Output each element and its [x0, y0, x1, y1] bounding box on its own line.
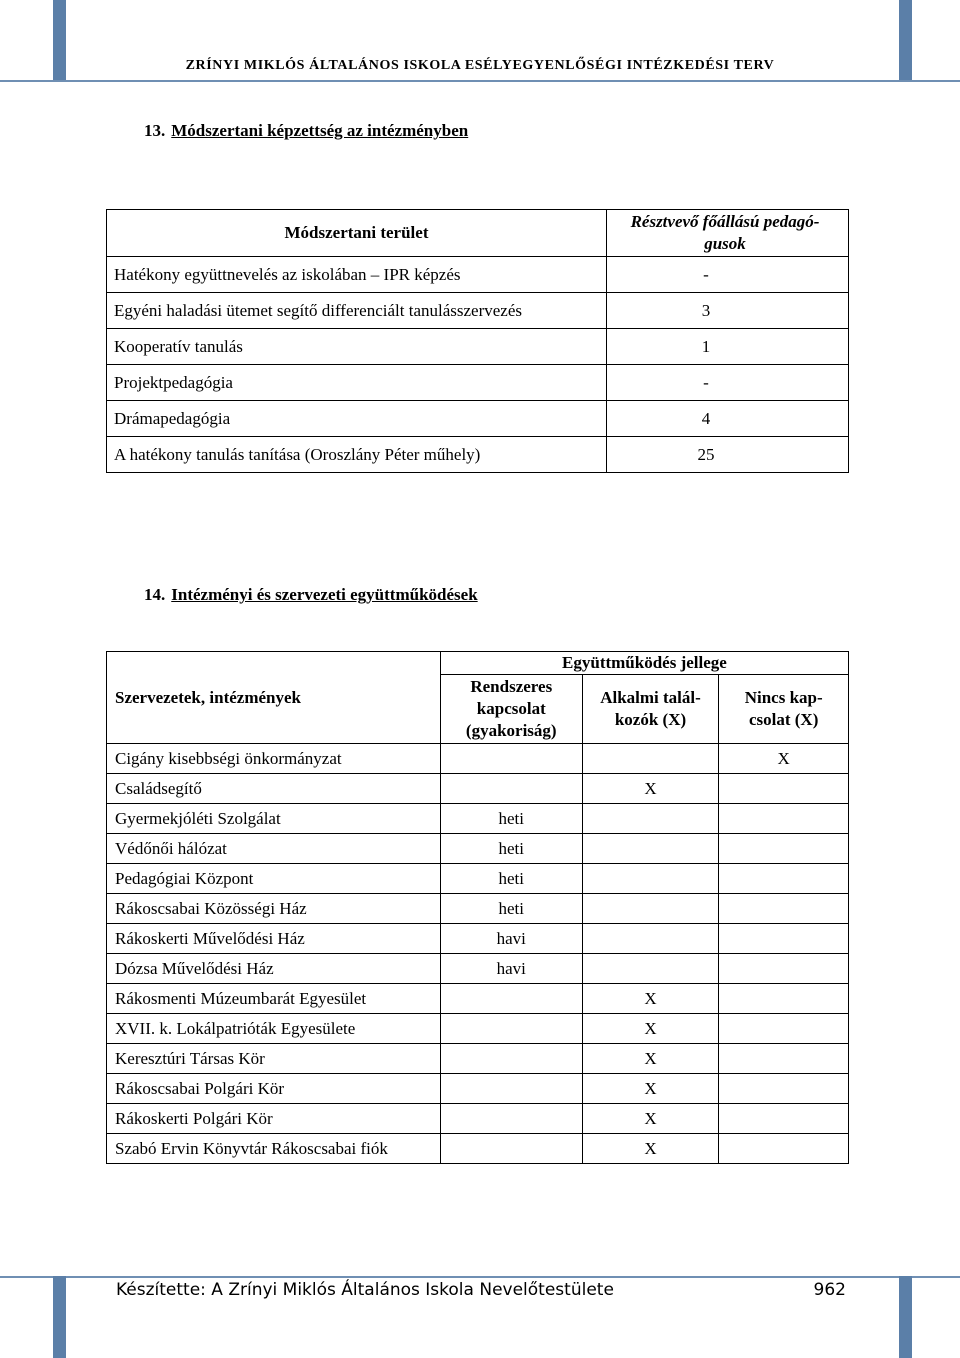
organization-name: Családsegítő: [107, 774, 441, 804]
regular-contact-cell: [440, 1074, 582, 1104]
regular-contact-cell: heti: [440, 804, 582, 834]
organization-name: Rákosmenti Múzeumbarát Egyesület: [107, 984, 441, 1014]
table-row: [107, 864, 849, 894]
section-13-number: 13.: [144, 121, 166, 140]
methodology-area: Egyéni haladási ütemet segítő differenciált tanulásszervezés: [107, 293, 607, 329]
table-row: [107, 1074, 849, 1104]
regular-contact-cell: [440, 744, 582, 774]
no-contact-cell: [719, 894, 849, 924]
no-contact-cell: [719, 1044, 849, 1074]
table-row: [107, 365, 849, 401]
section-13-heading: [144, 121, 468, 141]
no-contact-cell: [719, 984, 849, 1014]
no-contact-cell: [719, 774, 849, 804]
table-row: [107, 437, 849, 473]
column-header-organizations: Szervezetek, intézmények: [107, 652, 441, 744]
organization-name: Rákoskerti Polgári Kör: [107, 1104, 441, 1134]
participant-count: 1: [607, 329, 849, 365]
regular-contact-cell: [440, 1014, 582, 1044]
section-13-title: Módszertani képzettség az intézményben: [171, 121, 469, 140]
occasional-meeting-cell: X: [582, 984, 719, 1014]
column-header-participants: Résztvevő főállású pedagó-gusok: [607, 210, 849, 257]
occasional-meeting-cell: [582, 864, 719, 894]
table-row: [107, 293, 849, 329]
footer-rule: [0, 1276, 960, 1278]
regular-contact-cell: [440, 984, 582, 1014]
table-row: [107, 834, 849, 864]
organization-name: Rákoscsabai Polgári Kör: [107, 1074, 441, 1104]
occasional-meeting-cell: X: [582, 774, 719, 804]
organization-name: Védőnői hálózat: [107, 834, 441, 864]
no-contact-cell: [719, 1074, 849, 1104]
no-contact-cell: [719, 954, 849, 984]
table-row: [107, 984, 849, 1014]
organization-name: Rákoscsabai Közösségi Ház: [107, 894, 441, 924]
footer-bar-left: [53, 1276, 66, 1358]
table-row: [107, 774, 849, 804]
no-contact-cell: [719, 1014, 849, 1044]
occasional-meeting-cell: [582, 744, 719, 774]
column-header-occasional: Alkalmi talál-kozók (X): [582, 675, 719, 744]
footer-bar-right: [899, 1276, 912, 1358]
regular-contact-cell: [440, 1104, 582, 1134]
participant-count: 4: [607, 401, 849, 437]
occasional-meeting-cell: [582, 954, 719, 984]
occasional-meeting-cell: X: [582, 1014, 719, 1044]
no-contact-cell: [719, 924, 849, 954]
no-contact-cell: [719, 1104, 849, 1134]
regular-contact-cell: havi: [440, 924, 582, 954]
organization-name: Rákoskerti Művelődési Ház: [107, 924, 441, 954]
no-contact-cell: X: [719, 744, 849, 774]
organization-name: Gyermekjóléti Szolgálat: [107, 804, 441, 834]
section-14-heading: [144, 585, 478, 605]
footer-author: Készítette: A Zrínyi Miklós Általános Iskola Nevelőtestülete: [116, 1280, 614, 1300]
occasional-meeting-cell: X: [582, 1074, 719, 1104]
regular-contact-cell: [440, 774, 582, 804]
no-contact-cell: [719, 864, 849, 894]
column-group-header-cooperation-type: Együttműködés jellege: [440, 652, 848, 675]
section-14-number: 14.: [144, 585, 166, 604]
table-row: [107, 954, 849, 984]
organization-name: XVII. k. Lokálpatrióták Egyesülete: [107, 1014, 441, 1044]
organization-name: Pedagógiai Központ: [107, 864, 441, 894]
table-row: [107, 1044, 849, 1074]
occasional-meeting-cell: X: [582, 1044, 719, 1074]
occasional-meeting-cell: [582, 924, 719, 954]
methodology-area: Hatékony együttnevelés az iskolában – IPR képzés: [107, 257, 607, 293]
occasional-meeting-cell: [582, 834, 719, 864]
regular-contact-cell: havi: [440, 954, 582, 984]
participant-count: 3: [607, 293, 849, 329]
header-rule: [0, 80, 960, 82]
organization-name: Cigány kisebbségi önkormányzat: [107, 744, 441, 774]
table-row: [107, 804, 849, 834]
section-14-title: Intézményi és szervezeti együttműködések: [171, 585, 478, 604]
occasional-meeting-cell: X: [582, 1104, 719, 1134]
table-row: [107, 744, 849, 774]
no-contact-cell: [719, 834, 849, 864]
table-row: [107, 1014, 849, 1044]
regular-contact-cell: heti: [440, 834, 582, 864]
regular-contact-cell: heti: [440, 864, 582, 894]
methodology-area: Projektpedagógia: [107, 365, 607, 401]
cooperation-table-header-row-1: [107, 652, 849, 675]
methodology-area: Kooperatív tanulás: [107, 329, 607, 365]
table-row: [107, 329, 849, 365]
occasional-meeting-cell: [582, 894, 719, 924]
header-bar-left: [53, 0, 66, 80]
page-number: 962: [813, 1280, 846, 1300]
cooperation-table: [106, 651, 849, 1164]
table-row: [107, 1134, 849, 1164]
no-contact-cell: [719, 1134, 849, 1164]
occasional-meeting-cell: [582, 804, 719, 834]
regular-contact-cell: [440, 1044, 582, 1074]
organization-name: Keresztúri Társas Kör: [107, 1044, 441, 1074]
table-row: [107, 924, 849, 954]
regular-contact-cell: heti: [440, 894, 582, 924]
methodology-table-header: [107, 210, 849, 257]
header-bar-right: [899, 0, 912, 80]
occasional-meeting-cell: X: [582, 1134, 719, 1164]
participant-count: 25: [607, 437, 849, 473]
participant-count: -: [607, 257, 849, 293]
table-row: [107, 894, 849, 924]
table-row: [107, 1104, 849, 1134]
column-header-area: Módszertani terület: [107, 210, 607, 257]
document-header-title: ZRÍNYI MIKLÓS ÁLTALÁNOS ISKOLA ESÉLYEGYENLŐSÉGI INTÉZKEDÉSI TERV: [185, 58, 775, 73]
regular-contact-cell: [440, 1134, 582, 1164]
participant-count: -: [607, 365, 849, 401]
column-header-regular: Rendszeres kapcsolat (gyakoriság): [440, 675, 582, 744]
table-row: [107, 257, 849, 293]
methodology-area: A hatékony tanulás tanítása (Oroszlány Péter műhely): [107, 437, 607, 473]
methodology-table: [106, 209, 849, 473]
organization-name: Szabó Ervin Könyvtár Rákoscsabai fiók: [107, 1134, 441, 1164]
methodology-area: Drámapedagógia: [107, 401, 607, 437]
organization-name: Dózsa Művelődési Ház: [107, 954, 441, 984]
no-contact-cell: [719, 804, 849, 834]
column-header-no-contact: Nincs kap-csolat (X): [719, 675, 849, 744]
table-row: [107, 401, 849, 437]
